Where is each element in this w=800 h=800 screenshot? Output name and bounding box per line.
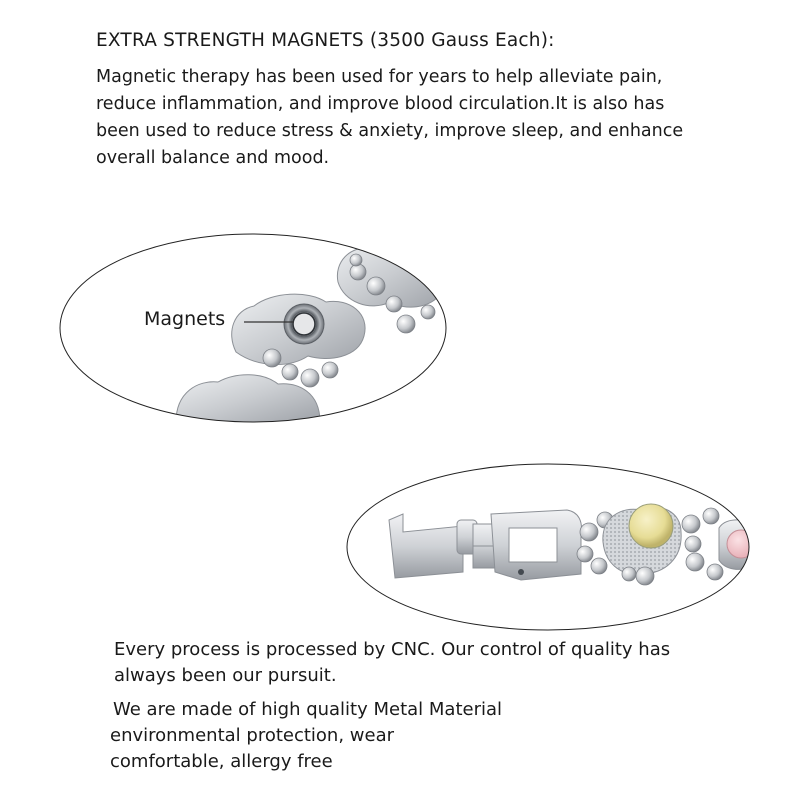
cnc-quality-paragraph (114, 637, 754, 689)
material-line: We are made of high quality Metal Material (113, 699, 503, 720)
intro-line: Magnetic therapy has been used for years to help alleviate pain, (96, 67, 663, 87)
material-line: comfortable, allergy free (110, 751, 333, 772)
intro-line: been used to reduce stress & anxiety, improve sleep, and enhance (96, 121, 684, 141)
cnc-line: always been our pursuit. (114, 665, 337, 686)
intro-line: overall balance and mood. (96, 148, 330, 168)
magnet-closeup-figure (58, 232, 448, 424)
intro-paragraph (96, 64, 746, 172)
magnets-callout-label: Magnets (144, 308, 226, 330)
material-line: environmental protection, wear (110, 725, 395, 746)
clasp-closeup-figure (345, 462, 751, 632)
material-paragraph (110, 697, 750, 775)
headline: EXTRA STRENGTH MAGNETS (3500 Gauss Each): (96, 30, 555, 51)
intro-line: reduce inflammation, and improve blood circulation.It is also has (96, 94, 665, 114)
cnc-line: Every process is processed by CNC. Our control of quality has (114, 639, 671, 660)
